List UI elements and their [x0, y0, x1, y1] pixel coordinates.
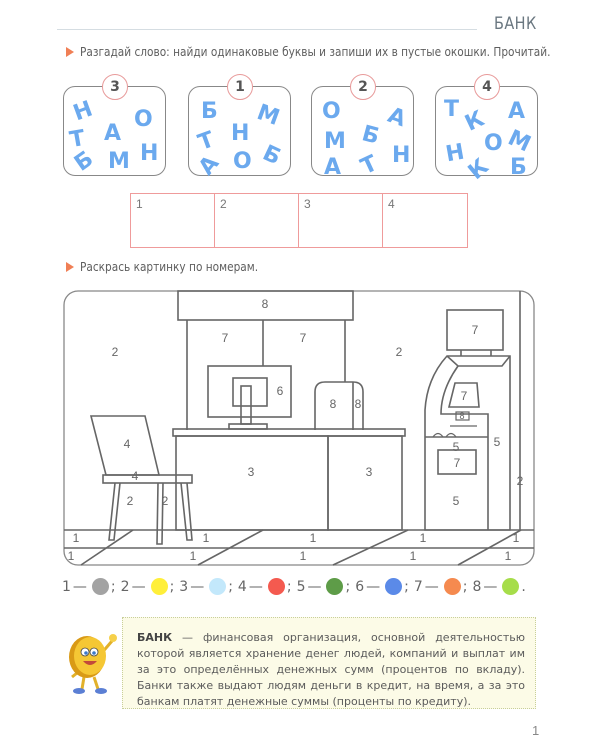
card-number-badge: 4: [474, 74, 500, 100]
scrambled-letter: Т: [444, 97, 460, 122]
scrambled-letter: Н: [231, 121, 250, 146]
scrambled-letter: А: [104, 121, 122, 146]
legend-number: 7: [413, 578, 423, 595]
legend-dash: —: [248, 578, 263, 595]
coloring-scene: [63, 290, 535, 566]
color-swatch-light-green: [502, 578, 519, 595]
letter-card-4: [435, 79, 538, 185]
scrambled-letter: М: [108, 149, 130, 174]
legend-number: 6: [355, 578, 365, 595]
label-floor: 1: [299, 549, 307, 563]
answer-cell-3[interactable]: 3: [299, 194, 383, 247]
label-floor: 1: [409, 549, 417, 563]
label-floor: 1: [72, 531, 80, 545]
legend-item-red: [238, 578, 297, 595]
label-chair-gap-left: 2: [126, 494, 134, 508]
letter-card-2: [188, 79, 291, 181]
scrambled-letter: К: [463, 154, 494, 185]
scrambled-letter: О: [134, 107, 153, 132]
label-atm-side: 5: [493, 435, 501, 449]
legend-dash: —: [307, 578, 322, 595]
legend-number: 1: [62, 578, 71, 595]
coin-mascot-icon: [60, 625, 122, 697]
color-swatch-orange: [444, 578, 461, 595]
scrambled-letter: Б: [70, 146, 99, 177]
legend-dash: —: [424, 578, 439, 595]
color-swatch-yellow: [151, 578, 168, 595]
label-wall-left: 2: [111, 345, 119, 359]
label-floor: 1: [202, 531, 210, 545]
scrambled-letter: Н: [443, 139, 467, 168]
label-atm-front-top: 5: [452, 440, 460, 454]
legend-item-gray: [62, 578, 121, 595]
task2-instruction: [66, 260, 282, 274]
scrambled-letter: А: [194, 151, 225, 181]
scrambled-letter: Б: [258, 140, 285, 171]
legend-number: 4: [237, 578, 247, 595]
legend-separator: .: [521, 578, 526, 595]
page-title: БАНК: [494, 14, 537, 34]
color-legend: [62, 578, 531, 595]
legend-dash: —: [190, 578, 205, 595]
header-rule: [57, 29, 477, 30]
answer-boxes: [130, 193, 468, 248]
scrambled-letter: Т: [357, 151, 382, 181]
letter-card-3: [311, 79, 414, 181]
scrambled-letter: О: [322, 99, 341, 124]
task1-instruction: [66, 45, 600, 59]
card-number-badge: 3: [102, 74, 128, 100]
color-swatch-red: [268, 578, 285, 595]
scrambled-letter: Б: [359, 121, 382, 150]
task2-text: Раскрась картинку по номерам.: [80, 260, 259, 274]
legend-dash: —: [72, 578, 87, 595]
color-swatch-green: [326, 578, 343, 595]
legend-item-green: [297, 578, 356, 595]
label-chair-gap-right: 2: [161, 494, 169, 508]
label-atm-slot: 7: [453, 456, 461, 470]
arrow-bullet-icon: [66, 47, 74, 57]
label-window-left: 7: [221, 331, 229, 345]
label-top-panel: 8: [261, 297, 269, 311]
scrambled-letter: А: [384, 102, 409, 133]
scrambled-letter: Т: [67, 125, 87, 154]
legend-separator: ;: [169, 578, 175, 595]
scrambled-letter: А: [324, 155, 342, 180]
color-swatch-light-blue: [209, 578, 226, 595]
label-floor: 1: [512, 531, 520, 545]
answer-cell-2[interactable]: 2: [215, 194, 299, 247]
legend-number: 2: [120, 578, 130, 595]
legend-item-light-blue: [179, 578, 238, 595]
scrambled-letter: О: [233, 149, 252, 174]
definition-term: БАНК: [137, 631, 173, 644]
legend-separator: ;: [228, 578, 233, 595]
legend-item-light-green: [472, 578, 530, 595]
label-atm-front-bottom: 5: [452, 494, 460, 508]
scrambled-letter: А: [508, 99, 526, 124]
scrambled-letter: М: [503, 125, 535, 158]
label-chair-seat: 4: [131, 469, 139, 483]
scrambled-letter: М: [324, 129, 346, 154]
legend-item-yellow: [121, 578, 180, 595]
label-desk-left: 3: [247, 465, 255, 479]
scrambled-letter: К: [461, 106, 489, 137]
scrambled-letter: Н: [392, 143, 411, 168]
desk-right: [328, 436, 402, 530]
answer-cell-4[interactable]: 4: [388, 197, 395, 211]
definition-box: [122, 617, 536, 709]
color-swatch-blue: [385, 578, 402, 595]
legend-separator: ;: [286, 578, 292, 595]
scrambled-letter: Б: [510, 155, 527, 180]
label-window-right: 7: [299, 331, 307, 345]
page-number: 1: [532, 723, 540, 738]
label-atm-digits: 8: [459, 411, 465, 421]
card-number-badge: 2: [350, 74, 376, 100]
scrambled-letter: О: [484, 131, 503, 156]
scrambled-letter: Б: [201, 99, 218, 124]
definition-text: — финансовая организация, основной деятельностью которой является хранение денег людей, компаний и выплат им за это определённых денежных сумм (процентов по вкладу). Банки также выдают людям деньги в кредит, на время, а за это банкам платят денежные суммы (проценты по кредиту).: [137, 631, 525, 708]
label-chair-back: 4: [123, 437, 131, 451]
scrambled-letter: Н: [70, 96, 96, 127]
desk-left: [176, 436, 328, 530]
legend-separator: ;: [462, 578, 468, 595]
label-floor: 1: [419, 531, 427, 545]
scrambled-letter: Н: [140, 141, 159, 166]
legend-dash: —: [131, 578, 146, 595]
desk-top: [173, 429, 405, 436]
legend-number: 3: [179, 578, 189, 595]
letter-card-1: [63, 79, 166, 177]
label-floor: 1: [189, 549, 197, 563]
label-floor: 1: [504, 549, 512, 563]
legend-item-blue: [355, 578, 414, 595]
task1-text: Разгадай слово: найди одинаковые буквы и запиши их в пустые окошки. Прочитай.: [80, 45, 551, 59]
label-floor: 1: [67, 549, 75, 563]
card-number-badge: 1: [227, 74, 253, 100]
legend-dash: —: [483, 578, 498, 595]
legend-number: 5: [296, 578, 306, 595]
label-printer-front: 8: [329, 397, 337, 411]
answer-cell-1[interactable]: 1: [131, 194, 215, 247]
legend-item-orange: [414, 578, 473, 595]
legend-separator: ;: [345, 578, 351, 595]
chair-seat: [103, 475, 192, 483]
label-atm-top-screen: 7: [471, 323, 479, 337]
color-swatch-gray: [92, 578, 109, 595]
legend-separator: ;: [404, 578, 409, 595]
label-wall-right: 2: [395, 345, 403, 359]
label-atm-screen: 7: [460, 389, 468, 403]
arrow-bullet-icon: [66, 262, 74, 272]
label-desk-right: 3: [365, 465, 373, 479]
legend-dash: —: [366, 578, 381, 595]
legend-number: 8: [472, 578, 482, 595]
label-printer-side: 8: [354, 397, 362, 411]
legend-separator: ;: [110, 578, 116, 595]
label-monitor: 6: [276, 384, 284, 398]
scrambled-letter: М: [253, 100, 283, 132]
label-floor: 1: [309, 531, 317, 545]
label-wall-far-right: 2: [516, 474, 524, 488]
scrambled-letter: Т: [195, 127, 218, 156]
